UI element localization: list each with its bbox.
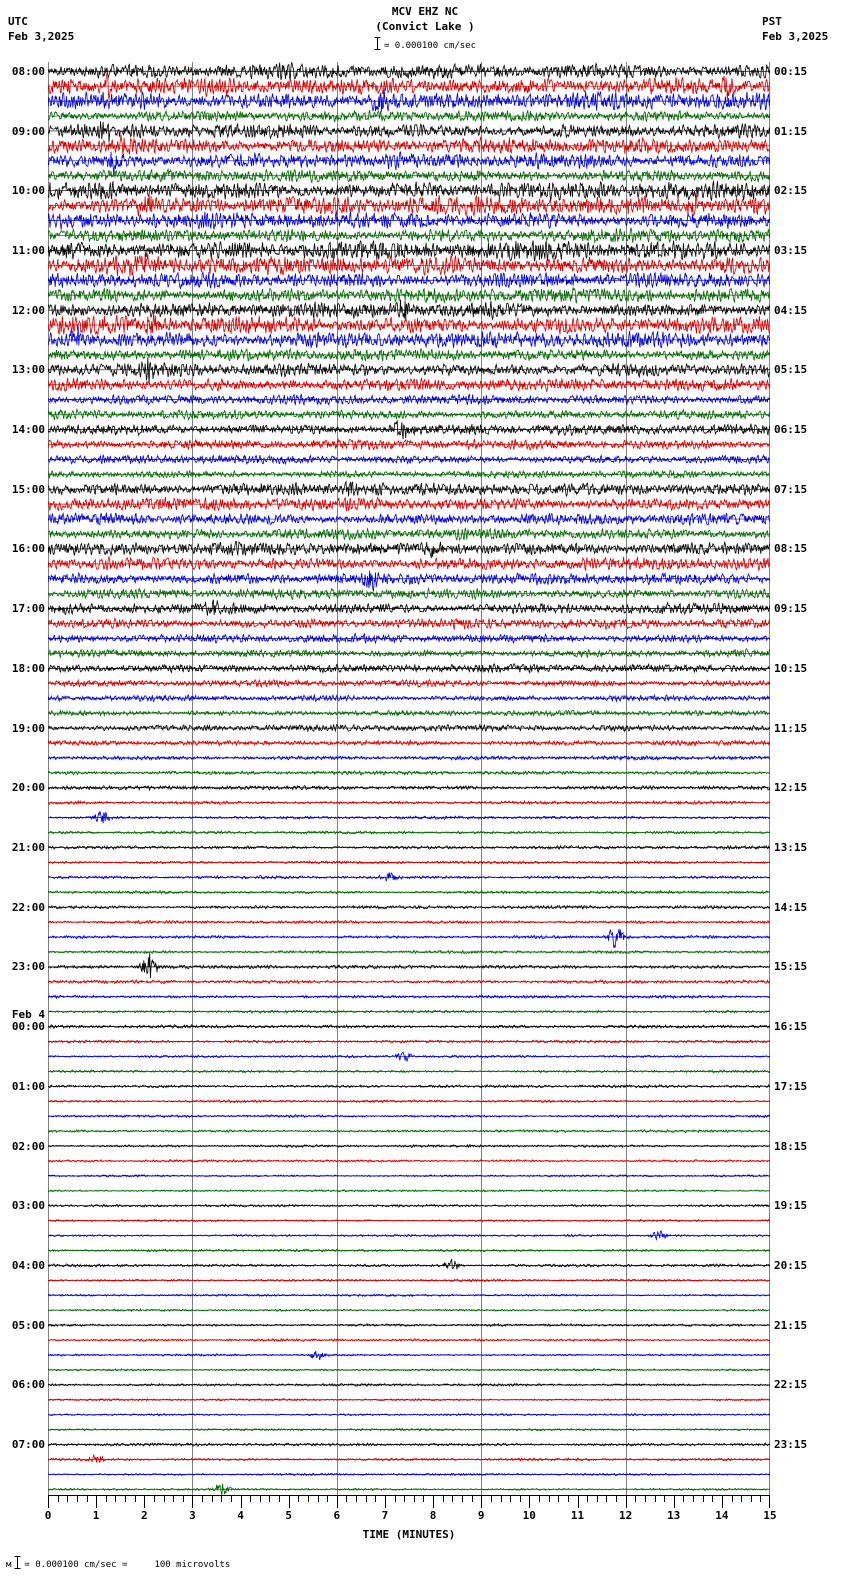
axis-tick-minor xyxy=(423,1495,424,1502)
axis-tick-minor xyxy=(616,1495,617,1502)
axis-tick-minor xyxy=(77,1495,78,1502)
utc-hour-label-0300: 03:00 xyxy=(11,1199,45,1213)
axis-tick-minor xyxy=(183,1495,184,1502)
utc-hour-label-2100: 21:00 xyxy=(11,841,45,854)
axis-tick-minor xyxy=(260,1495,261,1502)
pst-hour-label-0815: 08:15 xyxy=(774,542,808,556)
axis-tick-minor xyxy=(452,1495,453,1502)
utc-hour-label-2300: 23:00 xyxy=(11,960,45,974)
utc-hour-label-0500: 05:00 xyxy=(11,1318,45,1332)
axis-tick-major xyxy=(241,1495,242,1508)
axis-tick-minor xyxy=(375,1495,376,1502)
time-axis xyxy=(44,1495,777,1555)
utc-hour-label-0800: 08:00 xyxy=(11,64,45,78)
utc-hour-label-0000: 00:00 xyxy=(11,1020,45,1034)
axis-tick-major xyxy=(289,1495,290,1508)
axis-tick-minor xyxy=(395,1495,396,1502)
pst-hour-label-0315: 03:15 xyxy=(774,243,808,257)
axis-tick-major xyxy=(578,1495,579,1508)
pst-zone-label: PST xyxy=(762,15,782,28)
axis-tick-minor xyxy=(366,1495,367,1502)
axis-tick-minor xyxy=(106,1495,107,1502)
axis-tick-major xyxy=(626,1495,627,1508)
pst-hour-label-0415: 04:15 xyxy=(774,303,808,317)
axis-tick-minor xyxy=(664,1495,665,1502)
station-subtitle: (Convict Lake ) xyxy=(375,20,475,33)
scale-bar-header xyxy=(0,37,850,52)
axis-tick-minor xyxy=(58,1495,59,1502)
axis-tick-minor xyxy=(231,1495,232,1502)
axis-tick-minor xyxy=(760,1495,761,1502)
axis-tick-minor xyxy=(597,1495,598,1502)
axis-tick-label-10: 10 xyxy=(522,1509,536,1522)
axis-tick-minor xyxy=(269,1495,270,1502)
axis-tick-minor xyxy=(683,1495,684,1502)
axis-tick-minor xyxy=(87,1495,88,1502)
pst-date-label: Feb 3,2025 xyxy=(762,30,829,43)
axis-tick-minor xyxy=(164,1495,165,1502)
axis-tick-minor xyxy=(404,1495,405,1502)
axis-tick-major xyxy=(337,1495,338,1508)
axis-tick-label-6: 6 xyxy=(333,1509,341,1522)
pst-hour-label-0715: 07:15 xyxy=(774,482,808,496)
pst-hour-label-1415: 14:15 xyxy=(774,900,808,914)
utc-hour-label-1800: 18:00 xyxy=(11,661,45,675)
utc-zone-label: UTC xyxy=(8,15,28,28)
footer-scale-text: = 0.000100 cm/sec = 100 microvolts xyxy=(24,1560,231,1570)
axis-tick-label-0: 0 xyxy=(44,1509,52,1522)
pst-hour-label-1815: 18:15 xyxy=(774,1139,808,1153)
axis-tick-minor xyxy=(587,1495,588,1502)
pst-hour-label-2115: 21:15 xyxy=(774,1318,808,1332)
axis-tick-major xyxy=(529,1495,530,1508)
utc-hour-label-1500: 15:00 xyxy=(11,482,45,496)
scale-bar-text: = 0.000100 cm/sec xyxy=(383,41,477,51)
pst-hour-label-0915: 09:15 xyxy=(774,602,808,616)
axis-tick-label-1: 1 xyxy=(92,1509,100,1522)
utc-hour-label-0200: 02:00 xyxy=(11,1139,45,1153)
pst-hour-label-1515: 15:15 xyxy=(774,960,808,974)
axis-tick-major xyxy=(144,1495,145,1508)
axis-tick-minor xyxy=(645,1495,646,1502)
pst-hour-label-1015: 10:15 xyxy=(774,661,808,675)
axis-tick-minor xyxy=(414,1495,415,1502)
station-title: MCV EHZ NC xyxy=(391,5,459,18)
axis-tick-minor xyxy=(173,1495,174,1502)
utc-hour-label-1200: 12:00 xyxy=(11,303,45,317)
pst-hour-label-0015: 00:15 xyxy=(774,64,808,78)
utc-hour-label-2200: 22:00 xyxy=(11,900,45,914)
axis-tick-minor xyxy=(135,1495,136,1502)
pst-hour-label-0615: 06:15 xyxy=(774,423,808,436)
utc-hour-label-0900: 09:00 xyxy=(11,124,45,138)
axis-tick-major xyxy=(48,1495,49,1508)
axis-tick-minor xyxy=(539,1495,540,1502)
pst-hour-label-1115: 11:15 xyxy=(774,721,808,735)
utc-hour-label-0400: 04:00 xyxy=(11,1258,45,1272)
utc-hour-label-1700: 17:00 xyxy=(11,602,45,616)
axis-tick-minor xyxy=(356,1495,357,1502)
i-beam-scale-icon xyxy=(374,37,381,50)
axis-tick-minor xyxy=(510,1495,511,1502)
axis-tick-minor xyxy=(221,1495,222,1502)
axis-tick-minor xyxy=(125,1495,126,1502)
axis-tick-label-8: 8 xyxy=(429,1509,437,1522)
pst-hour-label-2015: 20:15 xyxy=(774,1258,808,1272)
axis-tick-label-2: 2 xyxy=(140,1509,148,1522)
axis-tick-minor xyxy=(635,1495,636,1502)
utc-hour-label-1000: 10:00 xyxy=(11,184,45,198)
utc-hour-label-0600: 06:00 xyxy=(11,1378,45,1392)
axis-tick-minor xyxy=(751,1495,752,1502)
axis-tick-major xyxy=(674,1495,675,1508)
pst-hour-label-2215: 22:15 xyxy=(774,1378,808,1392)
axis-tick-minor xyxy=(202,1495,203,1502)
axis-tick-minor xyxy=(655,1495,656,1502)
axis-tick-label-9: 9 xyxy=(477,1509,485,1522)
axis-tick-minor xyxy=(318,1495,319,1502)
axis-tick-major xyxy=(96,1495,97,1508)
axis-tick-minor xyxy=(549,1495,550,1502)
utc-hour-label-1300: 13:00 xyxy=(11,363,45,377)
pst-hour-label-0215: 02:15 xyxy=(774,184,808,198)
utc-time-labels xyxy=(0,62,48,1495)
axis-tick-major xyxy=(433,1495,434,1508)
utc-hour-label-2000: 20:00 xyxy=(11,781,45,795)
axis-tick-minor xyxy=(115,1495,116,1502)
i-beam-scale-icon xyxy=(14,1556,21,1569)
utc-hour-label-0700: 07:00 xyxy=(11,1438,45,1451)
axis-tick-label-3: 3 xyxy=(189,1509,196,1522)
axis-tick-minor xyxy=(703,1495,704,1502)
axis-tick-label-5: 5 xyxy=(285,1509,292,1522)
utc-day-label: Feb 4 xyxy=(11,1008,45,1022)
utc-hour-label-1400: 14:00 xyxy=(11,423,45,436)
axis-tick-label-7: 7 xyxy=(381,1509,389,1522)
axis-tick-minor xyxy=(732,1495,733,1502)
axis-tick-label-13: 13 xyxy=(667,1509,681,1522)
utc-hour-label-1100: 11:00 xyxy=(11,243,45,257)
axis-tick-major xyxy=(769,1495,770,1508)
axis-tick-major xyxy=(385,1495,386,1508)
pst-hour-label-0115: 01:15 xyxy=(774,124,808,138)
utc-date-label: Feb 3,2025 xyxy=(8,30,75,43)
axis-tick-minor xyxy=(212,1495,213,1502)
axis-tick-minor xyxy=(712,1495,713,1502)
axis-tick-minor xyxy=(327,1495,328,1502)
axis-line xyxy=(48,1495,770,1496)
axis-tick-minor xyxy=(693,1495,694,1502)
axis-tick-minor xyxy=(298,1495,299,1502)
axis-tick-label-15: 15 xyxy=(763,1509,777,1522)
utc-hour-label-1900: 19:00 xyxy=(11,721,45,735)
axis-tick-label-14: 14 xyxy=(715,1509,729,1522)
axis-tick-label-4: 4 xyxy=(237,1509,244,1522)
axis-tick-minor xyxy=(558,1495,559,1502)
axis-tick-minor xyxy=(568,1495,569,1502)
axis-tick-minor xyxy=(472,1495,473,1502)
pst-time-labels xyxy=(774,62,850,1495)
pst-hour-label-1715: 17:15 xyxy=(774,1079,808,1093)
axis-tick-major xyxy=(481,1495,482,1508)
pst-header xyxy=(762,14,828,44)
axis-tick-minor xyxy=(462,1495,463,1502)
axis-tick-label-11: 11 xyxy=(570,1509,585,1522)
axis-tick-minor xyxy=(501,1495,502,1502)
axis-tick-minor xyxy=(279,1495,280,1502)
axis-tick-minor xyxy=(346,1495,347,1502)
axis-tick-major xyxy=(192,1495,193,1508)
pst-hour-label-1915: 19:15 xyxy=(774,1199,808,1213)
axis-tick-minor xyxy=(443,1495,444,1502)
utc-hour-label-1600: 16:00 xyxy=(11,542,45,556)
axis-tick-minor xyxy=(606,1495,607,1502)
pst-hour-label-1215: 12:15 xyxy=(774,781,808,795)
footer-scale-note xyxy=(6,1556,230,1571)
helicorder-plot xyxy=(48,62,770,1495)
axis-tick-minor xyxy=(520,1495,521,1502)
footer-prefix-icon: м xyxy=(6,1560,12,1570)
axis-tick-label-12: 12 xyxy=(618,1509,633,1522)
axis-tick-minor xyxy=(741,1495,742,1502)
axis-tick-minor xyxy=(154,1495,155,1502)
axis-tick-minor xyxy=(250,1495,251,1502)
axis-tick-minor xyxy=(308,1495,309,1502)
pst-hour-label-2315: 23:15 xyxy=(774,1438,808,1451)
pst-hour-label-1315: 13:15 xyxy=(774,841,808,854)
axis-title: TIME (MINUTES) xyxy=(362,1528,456,1541)
utc-hour-label-0100: 01:00 xyxy=(11,1079,45,1093)
trace-row-95 xyxy=(48,62,770,1495)
axis-tick-major xyxy=(722,1495,723,1508)
axis-tick-minor xyxy=(67,1495,68,1502)
pst-hour-label-1615: 16:15 xyxy=(774,1020,808,1034)
axis-tick-minor xyxy=(491,1495,492,1502)
pst-hour-label-0515: 05:15 xyxy=(774,363,808,377)
